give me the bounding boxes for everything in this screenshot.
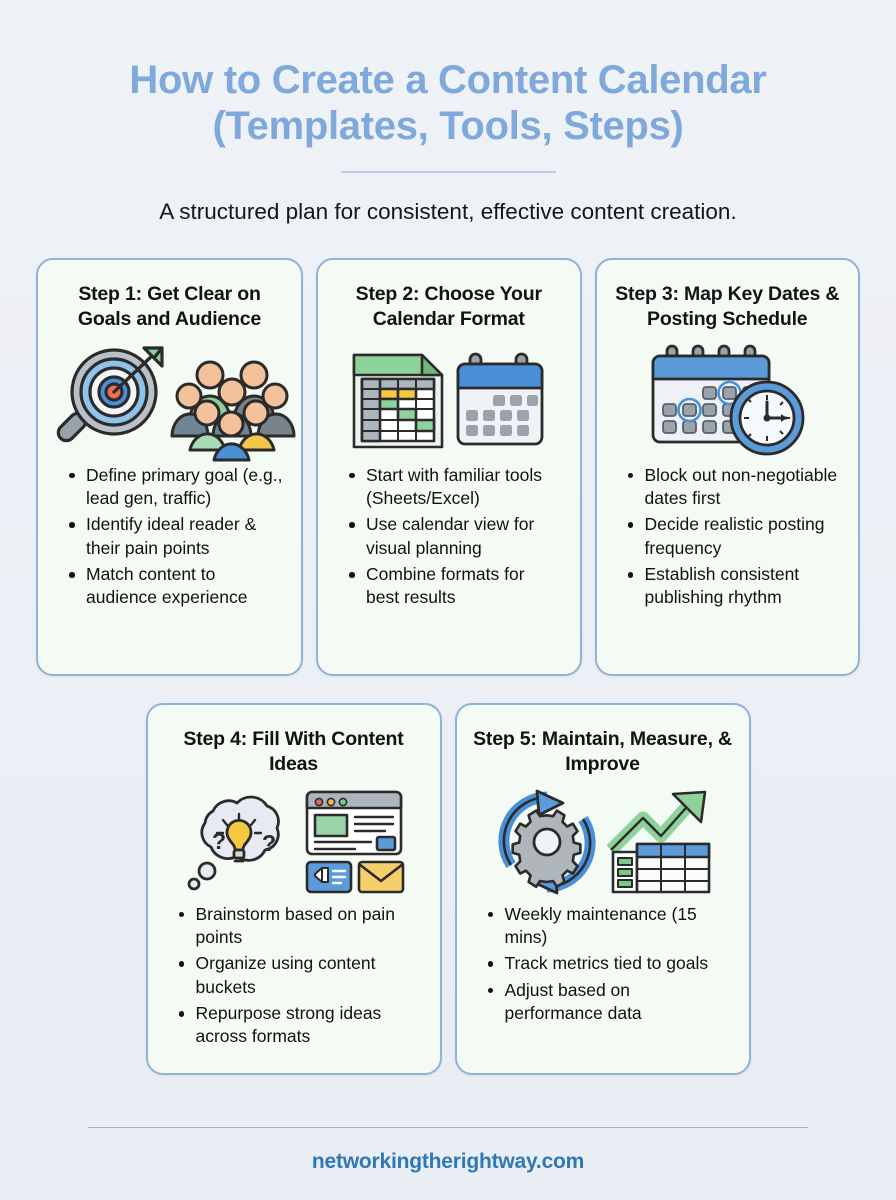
step-card-5-bullets <box>469 903 737 1028</box>
list-item: Establish consistent publishing rhythm <box>623 563 841 610</box>
list-item: Use calendar view for visual planning <box>344 513 562 560</box>
content-formats-icon <box>301 788 405 896</box>
footer <box>36 1127 860 1200</box>
step-card-5-title: Step 5: Maintain, Measure, & Improve <box>473 728 732 776</box>
list-item: Block out non-negotiable dates first <box>623 464 841 511</box>
list-item: Adjust based on performance data <box>483 979 731 1026</box>
audience-group-icon <box>174 348 290 452</box>
target-magnifier-icon <box>50 344 168 456</box>
list-item: Match content to audience experience <box>64 563 283 610</box>
footer-url[interactable]: networkingtherightway.com <box>311 1150 585 1173</box>
list-item: Decide realistic posting frequency <box>623 513 841 560</box>
step-card-3-bullets <box>609 464 847 613</box>
step-card-5 <box>455 703 751 1075</box>
list-item: Start with familiar tools (Sheets/Excel) <box>344 464 562 511</box>
steps-row-bottom <box>36 703 860 1075</box>
list-item: Identify ideal reader & their pain points <box>64 513 283 560</box>
calendar-icon <box>452 348 548 452</box>
step-card-2 <box>316 258 582 676</box>
svg-text:?: ? <box>261 829 276 856</box>
list-item: Define primary goal (e.g., lead gen, traffic) <box>64 464 283 511</box>
list-item: Brainstorm based on pain points <box>174 903 422 950</box>
step-card-3-icons <box>641 336 813 464</box>
step-card-2-bullets <box>330 464 568 613</box>
page-title-line-1: How to Create a Content Calendar <box>129 58 767 102</box>
step-card-1-title: Step 1: Get Clear on Goals and Audience <box>77 283 262 331</box>
step-card-1 <box>36 258 303 676</box>
step-card-1-bullets <box>50 464 289 613</box>
title-divider <box>341 171 556 173</box>
step-card-4-icons <box>183 781 405 903</box>
list-item: Track metrics tied to goals <box>483 952 731 975</box>
header <box>36 0 860 226</box>
step-card-2-title: Step 2: Choose Your Calendar Format <box>355 283 542 331</box>
spreadsheet-icon <box>350 349 446 451</box>
list-item: Combine formats for best results <box>344 563 562 610</box>
step-card-3-title: Step 3: Map Key Dates & Posting Schedule <box>615 283 840 331</box>
step-card-4 <box>146 703 442 1075</box>
step-card-2-icons <box>350 336 548 464</box>
list-item: Repurpose strong ideas across formats <box>174 1002 422 1049</box>
list-item: Weekly maintenance (15 mins) <box>483 903 731 950</box>
page-subtitle: A structured plan for consistent, effective content creation. <box>159 199 737 225</box>
svg-text:?: ? <box>211 827 226 854</box>
footer-divider <box>88 1127 808 1129</box>
idea-thought-bubble-icon <box>183 789 295 895</box>
growth-chart-table-icon <box>607 788 713 896</box>
steps-row-top <box>36 258 860 676</box>
step-card-1-icons <box>50 336 290 464</box>
page-title <box>36 58 860 149</box>
step-card-3 <box>595 258 861 676</box>
step-card-4-bullets <box>160 903 428 1052</box>
page-title-line-2: (Templates, Tools, Steps) <box>212 103 684 148</box>
calendar-clock-icon <box>641 342 813 458</box>
list-item: Organize using content buckets <box>174 952 422 999</box>
step-card-4-title: Step 4: Fill With Content Ideas <box>183 728 404 776</box>
step-card-5-icons <box>493 781 713 903</box>
gear-cycle-icon <box>493 789 601 895</box>
